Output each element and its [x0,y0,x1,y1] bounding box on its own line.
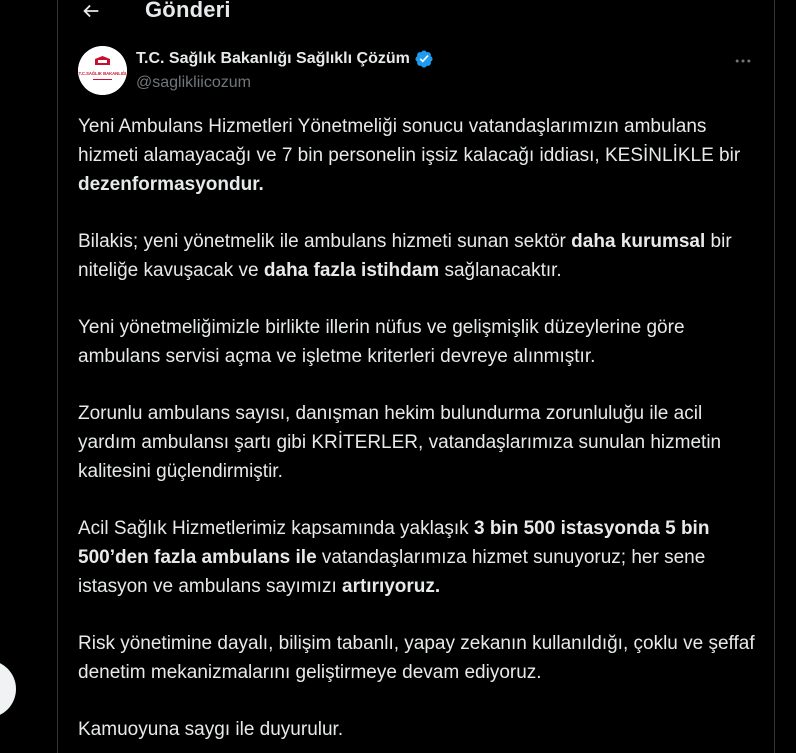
tweet-paragraph [78,715,758,744]
tweet-paragraph [78,112,758,199]
text-run: Risk yönetimine dayalı, bilişim tabanlı, yapay zekanın kullanıldığı, çoklu ve şeffaf denetim mekanizmalarını geliştirmeye devam ediyoruz. [78,633,755,683]
bold-text: artırıyoruz. [342,576,441,597]
text-run: Acil Sağlık Hizmetlerimiz kapsamında yaklaşık [78,518,474,539]
arrow-left-icon [80,0,102,22]
ministry-logo-icon [78,46,127,95]
bold-text: 3 bin 500 istasyonda 5 bin 500’den fazla ambulans ile [78,518,710,568]
text-run: sağlanacaktır. [439,260,562,281]
text-run: vatandaşlarımıza hizmet sunuyoruz; her sene istasyon ve ambulans sayımızı [78,547,706,597]
floating-action-button[interactable] [0,660,16,718]
text-run: bir niteliğe kavuşacak ve [78,231,732,281]
avatar-logo-text: T.C.SAĞLIK BAKANLIĞI [78,71,127,76]
more-options-button[interactable] [728,46,758,76]
text-run: Zorunlu ambulans sayısı, danışman hekim bulundurma zorunluluğu ile acil yardım ambulansı şartı gibi KRİTERLER, vatandaşlarımıza sunulan hizmetin kalitesini güçlendirmiştir. [78,403,722,482]
back-button[interactable] [74,0,108,28]
tweet-paragraph [78,399,758,486]
tweet-paragraph [78,514,758,601]
tweet-paragraph [78,629,758,687]
page-header [58,0,774,26]
author-display-name[interactable] [136,49,434,69]
text-run: Kamuoyuna saygı ile duyurulur. [78,719,344,740]
more-horizontal-icon [733,51,753,71]
bold-text: daha fazla istihdam [263,260,440,281]
bold-text: daha kurumsal [571,231,706,252]
tweet-author [78,46,758,98]
tweet-paragraph [78,313,758,371]
text-run: Bilakis; yeni yönetmelik ile ambulans hizmeti sunan sektör [78,231,572,252]
bold-text: dezenformasyondur. [78,174,264,195]
tweet-paragraph [78,227,758,285]
author-name-text: T.C. Sağlık Bakanlığı Sağlıklı Çözüm [136,50,410,67]
text-run: Yeni yönetmeliğimizle birlikte illerin nüfus ve gelişmişlik düzeylerine göre ambulans servisi açma ve işletme kriterleri devreye alınmıştır. [78,317,685,367]
author-handle[interactable]: @saglikliicozum [136,74,251,91]
main-column [57,0,775,753]
avatar[interactable] [78,46,127,95]
page-title: Gönderi [145,0,231,22]
text-run: Yeni Ambulans Hizmetleri Yönetmeliği sonucu vatandaşlarımızın ambulans hizmeti alamayacağı ve 7 bin personelin işsiz kalacağı iddiası, KESİNLİKLE bir [78,116,741,166]
tweet-text [78,112,758,753]
verified-badge-icon [414,49,434,69]
